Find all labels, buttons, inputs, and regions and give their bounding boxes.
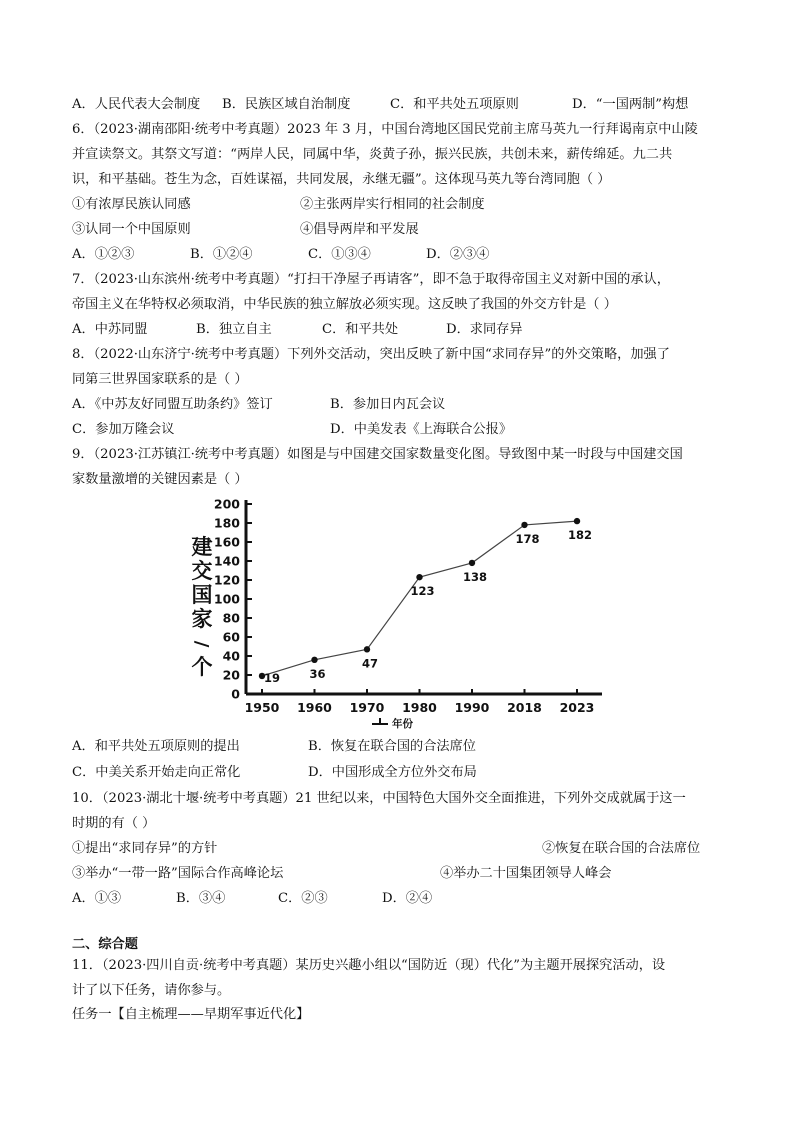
q11-stem-line2: 计了以下任务，请你参与。 bbox=[72, 983, 231, 998]
q8-stem-line1: 8．（2022·山东济宁·统考中考真题）下列外交活动，突出反映了新中国“求同存异”的外交策略，加强了 bbox=[72, 347, 670, 362]
q7-option-c: C．和平共处 bbox=[322, 322, 399, 337]
q6-item-3: ③认同一个中国原则 bbox=[72, 222, 191, 237]
q7-stem-line2: 帝国主义在华特权必须取消，中华民族的独立解放必须实现。这反映了我国的外交方针是（ ） bbox=[72, 297, 617, 312]
x-tick-label: 2018 bbox=[507, 700, 542, 715]
q10-item-2: ②恢复在联合国的合法席位 bbox=[542, 841, 701, 856]
q5-option-d: D．“一国两制”构想 bbox=[572, 97, 689, 112]
q9-stem-line1: 9．（2023·江苏镇江·统考中考真题）如图是与中国建交国家数量变化图。导致图中某一时段与中国建交国 bbox=[72, 447, 683, 462]
y-axis-label-char: 家 bbox=[191, 607, 213, 631]
q9-option-a: A．和平共处五项原则的提出 bbox=[72, 739, 240, 754]
x-tick-label: 1970 bbox=[349, 700, 385, 715]
q6-option-b: B．①②④ bbox=[190, 247, 253, 262]
data-label: 19 bbox=[263, 670, 281, 685]
q6-option-a: A．①②③ bbox=[72, 247, 135, 262]
q7-option-b: B．独立自主 bbox=[196, 322, 272, 337]
q11-stem-line1: 11．（2023·四川自贡·统考中考真题）某历史兴趣小组以“国防近（现）代化”为主题开展探究活动，设 bbox=[72, 958, 666, 973]
data-label: 36 bbox=[309, 666, 326, 681]
q6-item-4: ④倡导两岸和平发展 bbox=[300, 222, 419, 237]
y-tick-label: 160 bbox=[213, 534, 240, 550]
y-axis-label-char: 个 bbox=[191, 655, 213, 679]
q6-option-d: D．②③④ bbox=[426, 247, 490, 262]
data-label: 182 bbox=[567, 528, 593, 543]
q9-option-c: C．中美关系开始走向正常化 bbox=[72, 765, 241, 780]
data-point bbox=[311, 657, 317, 663]
q8-option-a: A．《中苏友好同盟互助条约》签订 bbox=[72, 397, 273, 412]
y-axis-label-char: 建 bbox=[191, 535, 213, 559]
diplomatic-relations-line-chart bbox=[182, 492, 622, 732]
q8-stem-line2: 同第三世界国家联系的是（ ） bbox=[72, 372, 248, 387]
q6-stem-line3: 识，和平基础。苍生为念，百姓谋福，共同发展，永继无疆”。这体现马英九等台湾同胞（ ） bbox=[72, 172, 611, 187]
q5-option-a: A．人民代表大会制度 bbox=[72, 97, 201, 112]
y-tick-label: 20 bbox=[222, 667, 240, 683]
q10-option-a: A．①③ bbox=[72, 891, 122, 906]
y-tick-label: 100 bbox=[213, 591, 240, 607]
data-point bbox=[574, 518, 580, 524]
data-point bbox=[469, 560, 475, 566]
y-tick-label: 60 bbox=[222, 629, 240, 645]
q10-option-d: D．②④ bbox=[382, 891, 433, 906]
q5-option-b: B．民族区域自治制度 bbox=[222, 97, 351, 112]
q6-stem-line1: 6．（2023·湖南邵阳·统考中考真题）2023 年 3 月，中国台湾地区国民党前主席马英九一行拜谒南京中山陵 bbox=[72, 122, 698, 137]
y-axis-label bbox=[191, 535, 213, 679]
y-axis-label-char: / bbox=[191, 640, 212, 648]
q8-option-b: B．参加日内瓦会议 bbox=[330, 397, 446, 412]
data-point bbox=[364, 646, 370, 652]
q10-item-4: ④举办二十国集团领导人峰会 bbox=[440, 866, 612, 881]
y-axis-label-char: 国 bbox=[191, 583, 213, 607]
q6-stem-line2: 并宣读祭文。其祭文写道：“两岸人民，同属中华，炎黄子孙，振兴民族，共创未来，薪传绵延。九二共 bbox=[72, 147, 673, 162]
y-tick-label: 40 bbox=[222, 648, 240, 664]
y-tick-label: 0 bbox=[231, 686, 240, 702]
q7-stem-line1: 7．（2023·山东滨州·统考中考真题）“打扫干净屋子再请客”，即不急于取得帝国主义对新中国的承认， bbox=[72, 272, 670, 287]
q8-option-c: C．参加万隆会议 bbox=[72, 422, 175, 437]
q10-item-1: ①提出“求同存异”的方针 bbox=[72, 841, 218, 856]
data-point bbox=[521, 522, 527, 528]
data-point bbox=[416, 574, 422, 580]
q6-item-1: ①有浓厚民族认同感 bbox=[72, 197, 191, 212]
y-tick-label: 200 bbox=[213, 496, 240, 512]
q10-stem-line1: 10．（2023·湖北十堰·统考中考真题）21 世纪以来，中国特色大国外交全面推进，下列外交成就属于这一 bbox=[72, 791, 686, 806]
y-tick-label: 120 bbox=[213, 572, 240, 588]
task-one-heading: 任务一【自主梳理——早期军事近代化】 bbox=[72, 1007, 310, 1022]
x-tick-label: 1990 bbox=[454, 700, 490, 715]
q10-item-3: ③举办“一带一路”国际合作高峰论坛 bbox=[72, 866, 284, 881]
q7-option-a: A．中苏同盟 bbox=[72, 322, 148, 337]
q7-option-d: D．求同存异 bbox=[446, 322, 523, 337]
x-tick-label: 1960 bbox=[297, 700, 332, 715]
y-tick-label: 80 bbox=[222, 610, 240, 626]
q6-option-c: C．①③④ bbox=[308, 247, 371, 262]
q10-option-b: B．③④ bbox=[176, 891, 226, 906]
q9-option-b: B．恢复在联合国的合法席位 bbox=[308, 739, 476, 754]
x-tick-label: 1980 bbox=[402, 700, 437, 715]
y-tick-label: 140 bbox=[213, 553, 240, 569]
section-title: 二、综合题 bbox=[72, 937, 138, 952]
chart-series bbox=[259, 518, 592, 685]
data-label: 138 bbox=[462, 569, 488, 584]
x-tick-label: 1950 bbox=[244, 700, 280, 715]
data-label: 178 bbox=[515, 531, 540, 546]
data-label: 123 bbox=[410, 584, 435, 599]
q6-item-2: ②主张两岸实行相同的社会制度 bbox=[300, 197, 485, 212]
y-axis-label-char: 交 bbox=[191, 559, 213, 583]
x-tick-label: 2023 bbox=[559, 700, 595, 715]
data-label: 47 bbox=[361, 656, 379, 671]
q10-option-c: C．②③ bbox=[278, 891, 328, 906]
x-axis-label-text: 年份 bbox=[392, 718, 413, 730]
x-axis-label bbox=[372, 717, 413, 730]
q8-option-d: D．中美发表《上海联合公报》 bbox=[330, 422, 513, 437]
y-tick-label: 180 bbox=[213, 515, 240, 531]
q9-stem-line2: 家数量激增的关键因素是（ ） bbox=[72, 472, 248, 487]
q10-stem-line2: 时期的有（ ） bbox=[72, 816, 156, 831]
q9-option-d: D．中国形成全方位外交布局 bbox=[308, 765, 477, 780]
q5-option-c: C．和平共处五项原则 bbox=[390, 97, 519, 112]
